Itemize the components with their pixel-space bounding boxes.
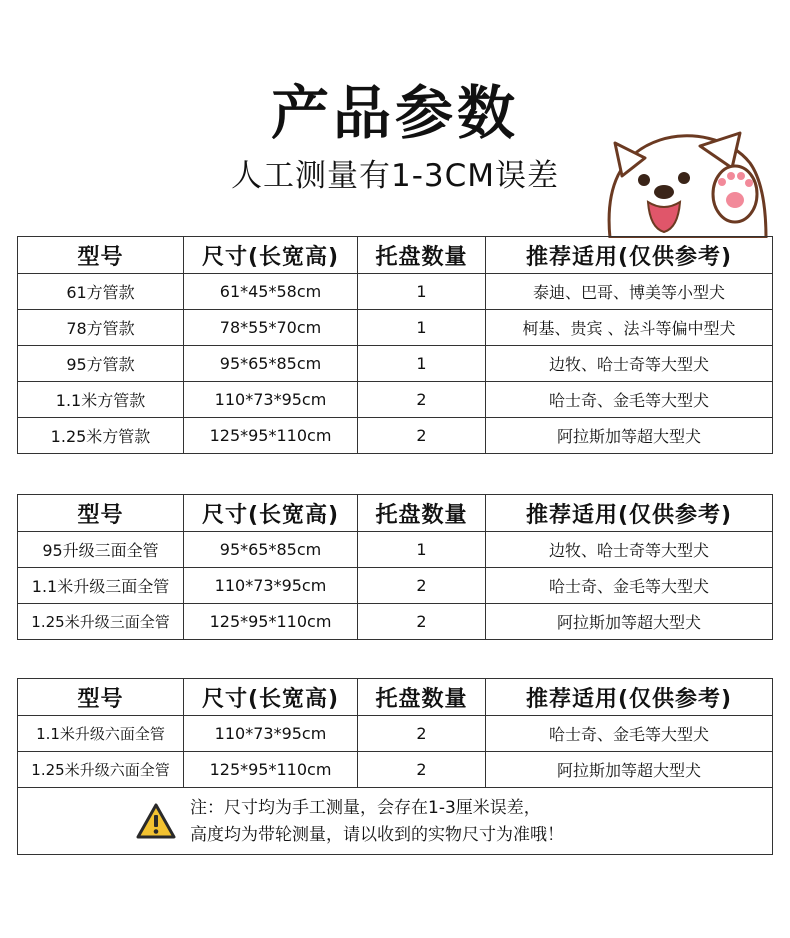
cell-tray-count: 2 [358, 568, 486, 604]
cell-model: 95方管款 [18, 346, 184, 382]
table-row [18, 274, 773, 310]
cell-recommended: 哈士奇、金毛等大型犬 [486, 382, 773, 418]
note-line-1: 注：尺寸均为手工测量，会存在1-3厘米误差， [190, 798, 541, 818]
cell-tray-count: 1 [358, 310, 486, 346]
spec-table-square-tube [17, 236, 773, 454]
cell-tray-count: 2 [358, 382, 486, 418]
col-header-tray-count: 托盘数量 [358, 495, 486, 532]
col-header-model: 型号 [18, 679, 184, 716]
spec-table-six-side-tube [17, 678, 773, 855]
spec-table-three-side-tube [17, 494, 773, 640]
table-row [18, 346, 773, 382]
dog-mascot-illustration [590, 128, 780, 238]
cell-tray-count: 1 [358, 274, 486, 310]
cell-model: 1.25米升级六面全管 [18, 752, 184, 788]
table-header-row [18, 495, 773, 532]
cell-size: 61*45*58cm [184, 274, 358, 310]
table-header-row [18, 679, 773, 716]
cell-tray-count: 2 [358, 716, 486, 752]
col-header-recommended: 推荐适用(仅供参考) [486, 495, 773, 532]
note-cell [18, 788, 773, 855]
cell-recommended: 泰迪、巴哥、博美等小型犬 [486, 274, 773, 310]
col-header-recommended: 推荐适用(仅供参考) [486, 679, 773, 716]
col-header-tray-count: 托盘数量 [358, 679, 486, 716]
cell-model: 1.25米升级三面全管 [18, 604, 184, 640]
cell-model: 1.1米升级三面全管 [18, 568, 184, 604]
cell-model: 95升级三面全管 [18, 532, 184, 568]
col-header-size: 尺寸(长宽高) [184, 237, 358, 274]
cell-size: 110*73*95cm [184, 568, 358, 604]
cell-size: 125*95*110cm [184, 604, 358, 640]
cell-tray-count: 2 [358, 418, 486, 454]
cell-recommended: 阿拉斯加等超大型犬 [486, 752, 773, 788]
cell-recommended: 边牧、哈士奇等大型犬 [486, 346, 773, 382]
table-row [18, 568, 773, 604]
col-header-model: 型号 [18, 495, 184, 532]
cell-recommended: 边牧、哈士奇等大型犬 [486, 532, 773, 568]
table-row [18, 310, 773, 346]
cell-size: 95*65*85cm [184, 346, 358, 382]
cell-size: 125*95*110cm [184, 418, 358, 454]
col-header-size: 尺寸(长宽高) [184, 679, 358, 716]
table-row [18, 604, 773, 640]
table-row [18, 752, 773, 788]
cell-recommended: 阿拉斯加等超大型犬 [486, 604, 773, 640]
cell-size: 95*65*85cm [184, 532, 358, 568]
cell-model: 1.1米升级六面全管 [18, 716, 184, 752]
table-row [18, 716, 773, 752]
cell-size: 78*55*70cm [184, 310, 358, 346]
cell-tray-count: 2 [358, 752, 486, 788]
col-header-recommended: 推荐适用(仅供参考) [486, 237, 773, 274]
cell-tray-count: 1 [358, 346, 486, 382]
table-header-row [18, 237, 773, 274]
cell-model: 61方管款 [18, 274, 184, 310]
cell-recommended: 哈士奇、金毛等大型犬 [486, 568, 773, 604]
note-line-2: 高度均为带轮测量，请以收到的实物尺寸为准哦！ [190, 825, 564, 845]
col-header-tray-count: 托盘数量 [358, 237, 486, 274]
cell-size: 110*73*95cm [184, 716, 358, 752]
cell-model: 78方管款 [18, 310, 184, 346]
cell-tray-count: 1 [358, 532, 486, 568]
cell-size: 125*95*110cm [184, 752, 358, 788]
cell-model: 1.1米方管款 [18, 382, 184, 418]
table-row [18, 532, 773, 568]
cell-model: 1.25米方管款 [18, 418, 184, 454]
col-header-size: 尺寸(长宽高) [184, 495, 358, 532]
cell-recommended: 柯基、贵宾 、法斗等偏中型犬 [486, 310, 773, 346]
col-header-model: 型号 [18, 237, 184, 274]
table-row [18, 382, 773, 418]
warning-icon [136, 803, 176, 839]
table-row [18, 418, 773, 454]
page-subtitle: 人工测量有1-3CM误差 [230, 158, 560, 194]
cell-size: 110*73*95cm [184, 382, 358, 418]
cell-recommended: 哈士奇、金毛等大型犬 [486, 716, 773, 752]
note-row [18, 788, 773, 855]
page-title: 产品参数 [270, 79, 519, 147]
cell-recommended: 阿拉斯加等超大型犬 [486, 418, 773, 454]
cell-tray-count: 2 [358, 604, 486, 640]
